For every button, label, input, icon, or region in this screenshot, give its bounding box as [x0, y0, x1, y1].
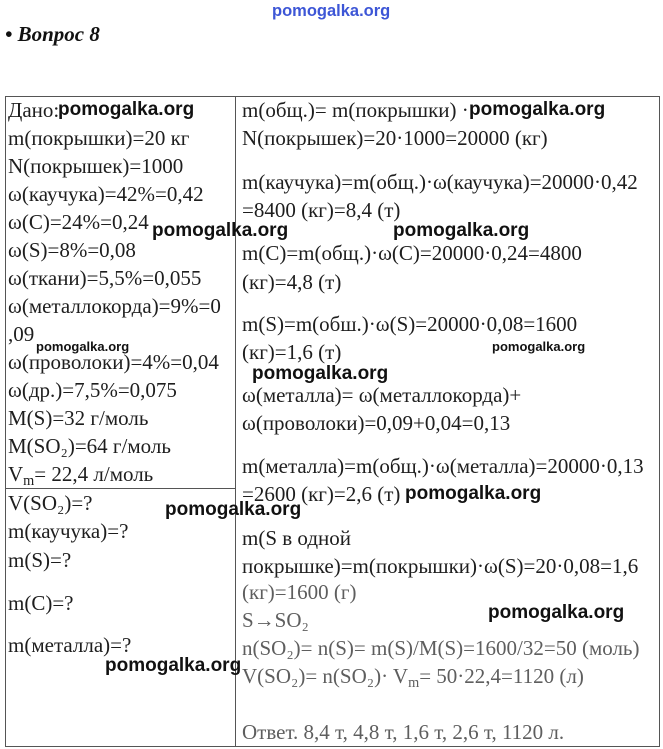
find-line: m(C)=?	[8, 591, 74, 615]
given-line: ω(др.)=7,5%=0,075	[8, 378, 177, 402]
solution-line: (кг)=1600 (г)	[242, 580, 357, 604]
watermark-text: pomogalka.org	[469, 99, 606, 120]
solution-volume-line	[242, 662, 584, 690]
volume-line-subscript: m	[408, 674, 420, 691]
given-label: Дано:	[8, 98, 60, 122]
given-line: ω(C)=24%=0,24	[8, 210, 149, 234]
question-title: • Вопрос 8	[5, 22, 100, 46]
find-line: m(металла)=?	[8, 633, 132, 657]
molar-volume-value: = 22,4 л/моль	[34, 462, 154, 486]
solution-line: m(металла)=m(общ.)·ω(металла)=20000·0,13	[242, 454, 644, 478]
molar-volume-subscript: m	[23, 472, 35, 489]
solution-line: S→SO₂	[242, 608, 309, 632]
given-line: N(покрышек)=1000	[8, 154, 184, 178]
solution-line: m(S в одной	[242, 526, 351, 550]
watermark-text: pomogalka.org	[58, 99, 195, 120]
find-line: V(SO₂)=?	[8, 491, 93, 515]
watermark-text: pomogalka.org	[105, 655, 242, 676]
given-line: ω(ткани)=5,5%=0,055	[8, 266, 202, 290]
volume-line-suffix: = 50·22,4=1120 (л)	[419, 664, 584, 688]
solution-line: (кг)=1,6 (т)	[242, 340, 342, 364]
solution-line: N(покрышек)=20·1000=20000 (кг)	[242, 126, 548, 150]
column-divider	[235, 96, 236, 747]
solution-line: m(C)=m(общ.)·ω(C)=20000·0,24=4800	[242, 241, 582, 265]
solution-line: m(каучука)=m(общ.)·ω(каучука)=20000·0,42	[242, 170, 638, 194]
answer-text: Ответ. 8,4 т, 4,8 т, 1,6 т, 2,6 т, 1120 л.	[242, 720, 565, 744]
given-line: M(S)=32 г/моль	[8, 406, 149, 430]
solution-line: n(SO₂)= n(S)= m(S)/M(S)=1600/32=50 (моль)	[242, 636, 640, 660]
watermark-text: pomogalka.org	[488, 602, 625, 623]
solution-line: ω(металла)= ω(металлокорда)+	[242, 383, 522, 407]
watermark-text: pomogalka.org	[492, 339, 586, 354]
solution-line: ω(проволоки)=0,09+0,04=0,13	[242, 411, 511, 435]
given-line: ω(металлокорда)=9%=0	[8, 294, 221, 318]
watermark-text: pomogalka.org	[252, 363, 389, 384]
solution-line: =2600 (кг)=2,6 (т)	[242, 482, 401, 506]
given-line: ,09	[8, 322, 35, 346]
watermark-text: pomogalka.org	[393, 220, 530, 241]
watermark-text: pomogalka.org	[405, 483, 542, 504]
solution-line: m(общ.)= m(покрышки) ·	[242, 98, 469, 122]
given-line: M(SO₂)=64 г/моль	[8, 434, 171, 458]
find-line: m(каучука)=?	[8, 519, 129, 543]
given-line: ω(S)=8%=0,08	[8, 238, 136, 262]
given-molar-volume	[8, 460, 153, 488]
solution-line: покрышке)=m(покрышки)·ω(S)=20·0,08=1,6	[242, 554, 639, 578]
given-line: m(покрышки)=20 кг	[8, 126, 190, 150]
volume-line-prefix: V(SO₂)= n(SO₂)· V	[242, 664, 409, 688]
given-line: ω(проволоки)=4%=0,04	[8, 350, 219, 374]
find-line: m(S)=?	[8, 548, 72, 572]
solution-line: =8400 (кг)=8,4 (т)	[242, 198, 401, 222]
site-watermark: pomogalka.org	[272, 2, 391, 20]
watermark-text: pomogalka.org	[36, 339, 130, 354]
watermark-text: pomogalka.org	[152, 220, 289, 241]
molar-volume-symbol: V	[8, 462, 24, 486]
solution-line: (кг)=4,8 (т)	[242, 270, 342, 294]
given-line: ω(каучука)=42%=0,42	[8, 182, 204, 206]
watermark-text: pomogalka.org	[165, 499, 302, 520]
solution-line: m(S)=m(обш.)·ω(S)=20000·0,08=1600	[242, 312, 578, 336]
